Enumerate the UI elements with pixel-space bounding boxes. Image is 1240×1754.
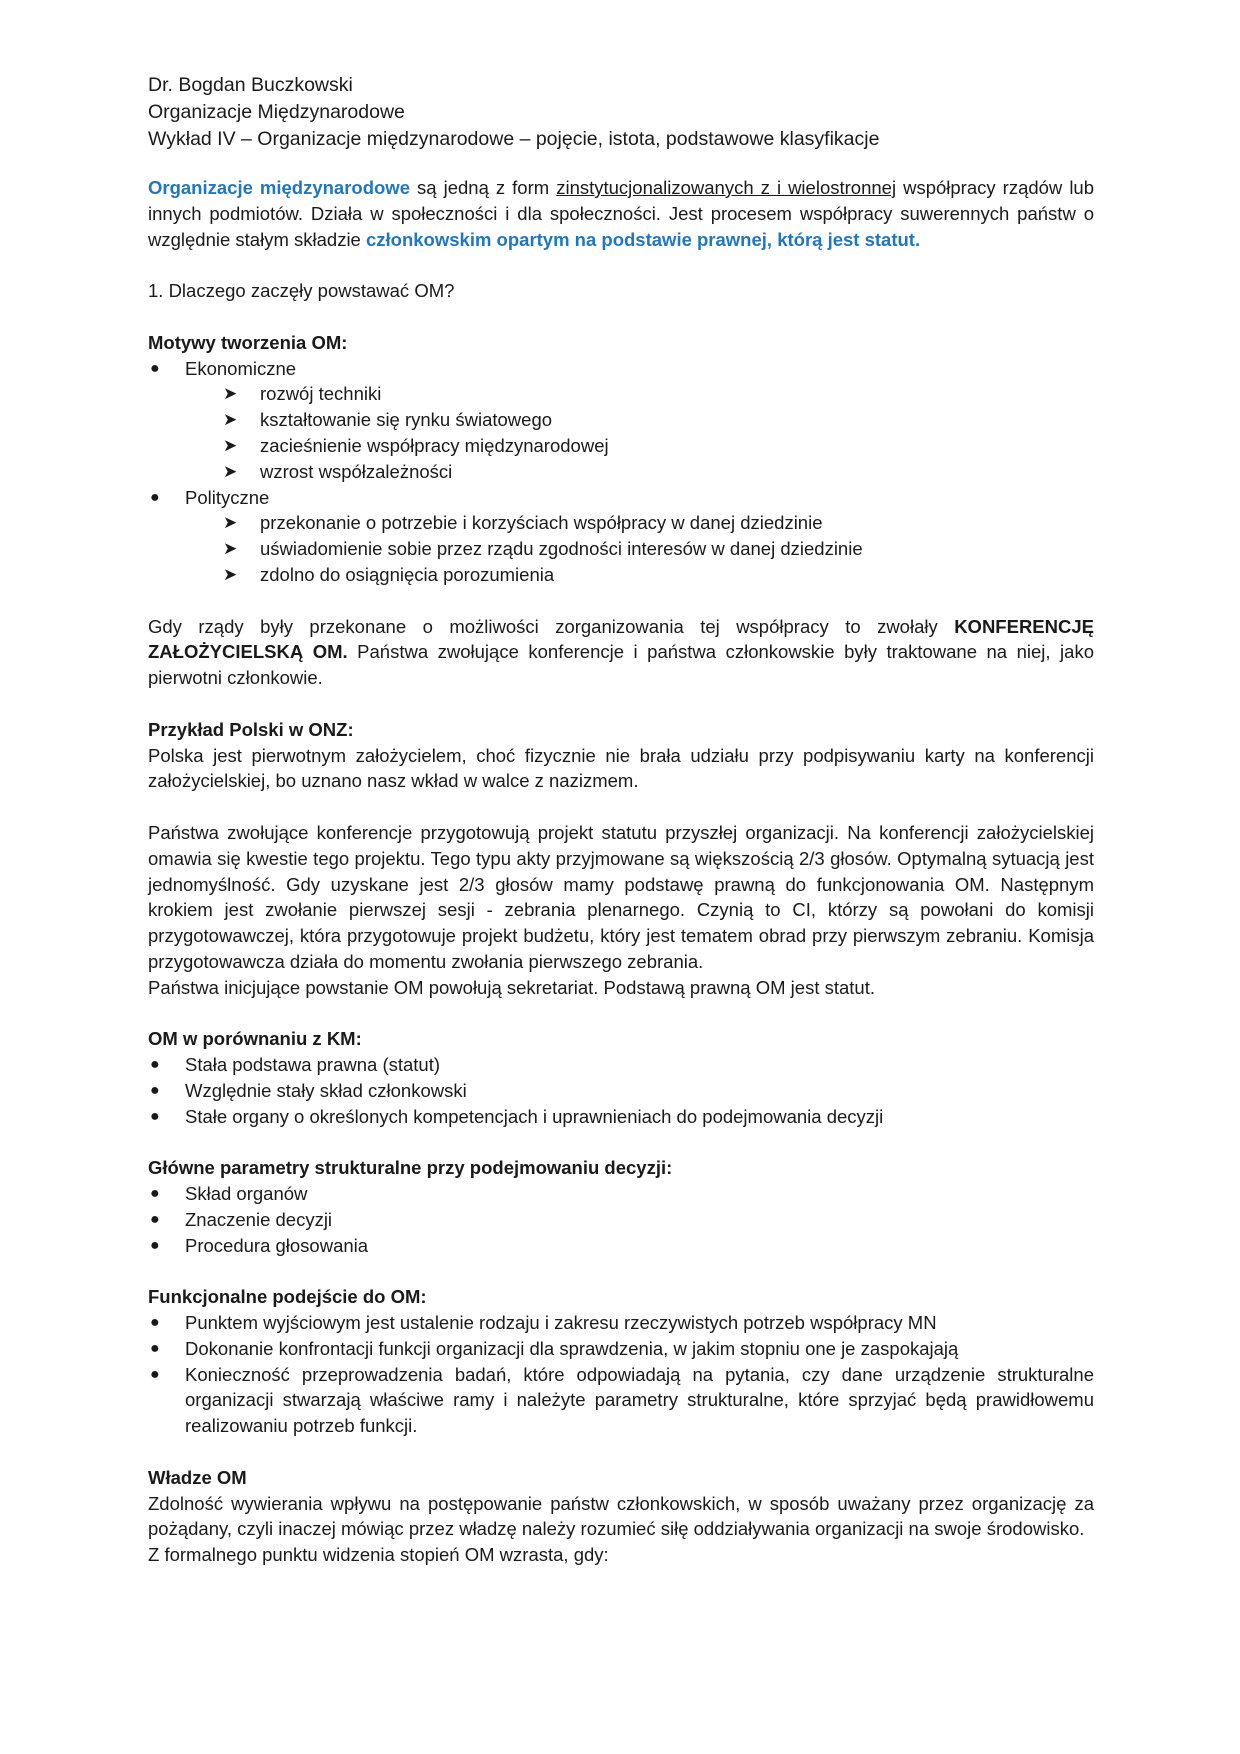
statute-paragraph-2: Państwa inicjujące powstanie OM powołują sekretariat. Podstawą prawną OM jest statut. — [148, 976, 875, 998]
motive-group-label: Ekonomiczne — [185, 357, 297, 379]
list-item-text: uświadomienie sobie przez rządu zgodności interesów w danej dziedzinie — [260, 538, 863, 560]
conference-text-1: Gdy rządy były przekonane o możliwości zorganizowania tej współpracy to zwołały — [148, 615, 955, 637]
bullet-icon: ● — [150, 1081, 160, 1099]
motives-heading-text: Motywy tworzenia OM: — [148, 331, 348, 353]
list-item-text: zacieśnienie współpracy międzynarodowej — [260, 434, 609, 456]
intro-paragraph — [148, 175, 1094, 252]
lecture-title: Wykład IV – Organizacje międzynarodowe – pojęcie, istota, podstawowe klasyfikacje — [148, 128, 880, 150]
functional-heading-text: Funkcjonalne podejście do OM: — [148, 1286, 427, 1308]
motive-group-label: Polityczne — [185, 486, 270, 508]
list-item — [148, 1362, 1094, 1439]
list-item — [223, 433, 1094, 459]
comparison-heading-text: OM w porównaniu z KM: — [148, 1028, 362, 1050]
functional-list — [148, 1310, 1094, 1439]
document-content — [148, 72, 1094, 1568]
power-paragraph-2: Z formalnego punktu widzenia stopień OM wzrasta, gdy: — [148, 1544, 609, 1566]
power-heading-text: Władze OM — [148, 1466, 247, 1488]
motive-sublist — [185, 381, 1094, 484]
arrow-icon: ➤ — [223, 410, 238, 430]
bullet-icon: ● — [150, 488, 160, 506]
parameters-list — [148, 1181, 1094, 1258]
bullet-icon: ● — [150, 1365, 160, 1383]
power-heading — [148, 1465, 1094, 1491]
list-item-text: zdolno do osiągnięcia porozumienia — [260, 563, 555, 585]
list-item — [148, 1078, 1094, 1104]
list-item-text: Stałe organy o określonych kompetencjach i uprawnieniach do podejmowania decyzji — [185, 1105, 884, 1127]
arrow-icon: ➤ — [223, 539, 238, 559]
list-item-text: kształtowanie się rynku światowego — [260, 409, 553, 431]
list-item-text: Skład organów — [185, 1183, 308, 1205]
motives-list — [148, 356, 1094, 588]
arrow-icon: ➤ — [223, 564, 238, 584]
comparison-list — [148, 1052, 1094, 1129]
list-item — [223, 459, 1094, 485]
bullet-icon: ● — [150, 1185, 160, 1203]
parameters-heading-text: Główne parametry strukturalne przy podejmowaniu decyzji: — [148, 1157, 673, 1179]
functional-heading — [148, 1284, 1094, 1310]
list-item — [223, 562, 1094, 588]
list-item-text: Procedura głosowania — [185, 1234, 369, 1256]
conference-text-2: Państwa zwołujące konferencje i państwa członkowskie były traktowane na niej, jako pierwotni członkowie. — [148, 641, 1094, 689]
conference-paragraph — [148, 614, 1094, 691]
bullet-icon: ● — [150, 1339, 160, 1357]
intro-text-2: współpracy rządów lub innych podmiotów. Działa w społeczności i dla społeczności. Jest procesem współpracy suwerennych państw o względnie stałym składzie — [148, 177, 1095, 250]
arrow-icon: ➤ — [223, 461, 238, 481]
poland-heading-text: Przykład Polski w ONZ: — [148, 718, 354, 740]
bullet-icon: ● — [150, 359, 160, 377]
list-item — [148, 1104, 1094, 1130]
arrow-icon: ➤ — [223, 513, 238, 533]
list-item — [148, 1336, 1094, 1362]
intro-text-1: są jedną z form — [410, 177, 557, 198]
list-item-text: Względnie stały skład członkowski — [185, 1079, 467, 1101]
list-item-text: rozwój techniki — [260, 383, 382, 405]
list-item — [148, 1207, 1094, 1233]
list-item — [223, 407, 1094, 433]
list-item-text: Stała podstawa prawna (statut) — [185, 1054, 441, 1076]
question-1: 1. Dlaczego zaczęły powstawać OM? — [148, 280, 455, 302]
author-line: Dr. Bogdan Buczkowski — [148, 74, 353, 96]
list-item-text: Punktem wyjściowym jest ustalenie rodzaju i zakresu rzeczywistych potrzeb współpracy MN — [185, 1312, 937, 1334]
bullet-icon: ● — [150, 1236, 160, 1254]
intro-underlined: zinstytucjonalizowanych z i wielostronnej — [556, 177, 897, 198]
intro-highlight: członkowskim opartym na podstawie prawnej, którą jest statut. — [365, 228, 921, 250]
list-item-text: Znaczenie decyzji — [185, 1208, 333, 1230]
list-item — [148, 1181, 1094, 1207]
list-item — [148, 1310, 1094, 1336]
motive-sublist — [185, 510, 1094, 587]
list-item — [148, 1052, 1094, 1078]
document-header — [148, 72, 1094, 153]
arrow-icon: ➤ — [223, 384, 238, 404]
motives-heading — [148, 330, 1094, 356]
comparison-heading — [148, 1026, 1094, 1052]
bullet-icon: ● — [150, 1056, 160, 1074]
statute-paragraph: Państwa zwołujące konferencje przygotowują projekt statutu przyszłej organizacji. Na konferencji założycielskiej omawia się kwestie tego projektu. Tego typu akty przyjmowane są większością 2/3 głosów. Optymalną sytuacją jest jednomyślność. Gdy uzyskane jest 2/3 głosów mamy podstawę prawną do funkcjonowania OM. Następnym krokiem jest zwołanie pierwszej sesji - zebrania plenarnego. Czynią to CI, którzy są powołani do komisji przygotowawczej, która przygotowuje projekt budżetu, który jest tematem obrad przy pierwszym zebraniu. Komisja przygotowawcza działa do momentu zwołania pierwszego zebrania. — [148, 821, 1094, 972]
list-item-text: Konieczność przeprowadzenia badań, które odpowiadają na pytania, czy dane urządzenie strukturalne organizacji stwarzają właściwe ramy i należyte parametry strukturalne, które sprzyjać będą prawidłowemu realizowaniu potrzeb funkcji. — [185, 1363, 1094, 1437]
bullet-icon: ● — [150, 1107, 160, 1125]
motive-group-economic — [148, 356, 1094, 485]
list-item-text: wzrost współzależności — [260, 460, 453, 482]
poland-paragraph: Polska jest pierwotnym założycielem, choć fizycznie nie brała udziału przy podpisywaniu karty na konferencji założycielskiej, bo uznano nasz wkład w walce z nazizmem. — [148, 744, 1094, 792]
list-item — [148, 1233, 1094, 1259]
bullet-icon: ● — [150, 1210, 160, 1228]
poland-heading — [148, 717, 1094, 743]
parameters-heading — [148, 1155, 1094, 1181]
bullet-icon: ● — [150, 1314, 160, 1332]
motive-group-political — [148, 485, 1094, 588]
list-item — [223, 510, 1094, 536]
list-item-text: Dokonanie konfrontacji funkcji organizacji dla sprawdzenia, w jakim stopniu one je zaspokajają — [185, 1337, 959, 1359]
power-paragraph: Zdolność wywierania wpływu na postępowanie państw członkowskich, w sposób uważany przez organizację za pożądany, czyli inaczej mówiąc przez władzę należy rozumieć siłę oddziaływania organizacji na swoje środowisko. — [148, 1492, 1094, 1540]
list-item — [223, 536, 1094, 562]
list-item-text: przekonanie o potrzebie i korzyściach współpracy w danej dziedzinie — [260, 512, 823, 534]
conference-bold: KONFERENCJĘ ZAŁOŻYCIELSKĄ OM. — [148, 615, 1094, 663]
intro-term: Organizacje międzynarodowe — [148, 177, 410, 198]
arrow-icon: ➤ — [223, 435, 238, 455]
course-line: Organizacje Międzynarodowe — [148, 101, 405, 123]
list-item — [223, 381, 1094, 407]
